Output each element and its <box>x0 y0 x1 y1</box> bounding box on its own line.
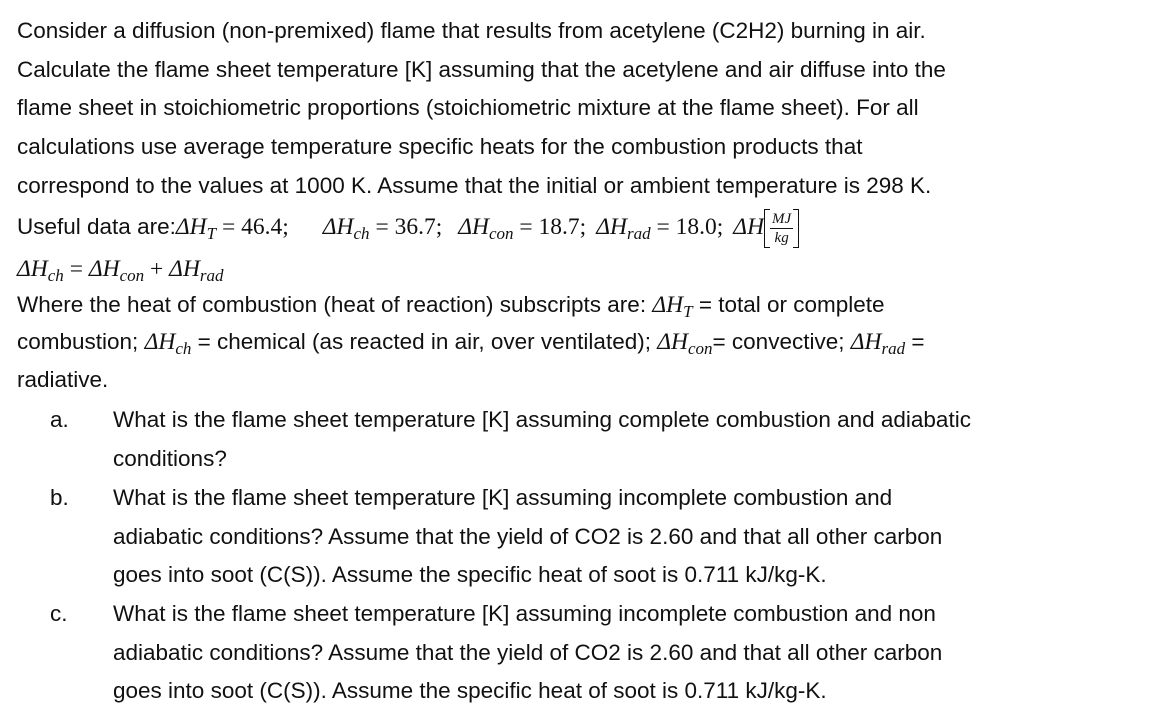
question-line: What is the flame sheet temperature [K] assuming incomplete combustion and <box>113 484 893 510</box>
delta-h-convective: $\Delta H_{con} = 18.7$; <box>458 214 587 244</box>
delta-h-unit-symbol: ΔH <box>733 214 765 241</box>
question-line: goes into soot (C(S)). Assume the specific heat of soot is 0.711 kJ/kg-K. <box>113 562 827 588</box>
question-list <box>17 401 1157 711</box>
definition-line: combustion; $\Delta H_{ch}$ = chemical (as reacted in air, over ventilated); $\Delta H_{con}=$ convective; $\Delta H_{rad}$ = <box>17 329 925 359</box>
subscript-definitions <box>17 287 1157 399</box>
unit-fraction <box>770 211 793 246</box>
delta-h-radiative: $\Delta H_{rad} = 18.0$; <box>596 214 724 244</box>
list-marker: a. <box>50 407 69 433</box>
paragraph-line: calculations use average temperature specific heats for the combustion products that <box>17 134 863 160</box>
question-line: What is the flame sheet temperature [K] assuming complete combustion and adiabatic <box>113 407 971 433</box>
list-marker: b. <box>50 484 69 510</box>
paragraph-line: flame sheet in stoichiometric proportions (stoichiometric mixture at the flame sheet). For all <box>17 95 919 121</box>
unit-denominator: kg <box>774 230 789 246</box>
useful-data-label: Useful data are: <box>17 214 176 240</box>
delta-h-chemical: $\Delta H_{ch} = 36.7$; <box>322 214 443 244</box>
paragraph-line: Consider a diffusion (non-premixed) flame that results from acetylene (C2H2) burning in air. <box>17 18 926 43</box>
definition-line: radiative. <box>17 367 109 393</box>
paragraph-line: correspond to the values at 1000 K. Assume that the initial or ambient temperature is 298 K. <box>17 172 932 198</box>
question-item-a <box>17 401 1157 478</box>
question-line: adiabatic conditions? Assume that the yield of CO2 is 2.60 and that all other carbon <box>113 523 943 549</box>
document <box>17 12 1157 711</box>
question-item-c <box>17 595 1157 711</box>
list-marker: c. <box>50 600 68 626</box>
heat-relation-formula: $\Delta H_{ch} = \Delta H_{con} + \Delta H_{rad}$ <box>17 256 224 286</box>
intro-paragraph <box>17 12 1157 205</box>
question-item-b <box>17 479 1157 595</box>
question-line: adiabatic conditions? Assume that the yield of CO2 is 2.60 and that all other carbon <box>113 639 943 665</box>
unit-numerator: MJ <box>772 211 792 227</box>
delta-h-total: $\Delta H_T = 46.4$; <box>175 214 289 244</box>
question-line: goes into soot (C(S)). Assume the specific heat of soot is 0.711 kJ/kg-K. <box>113 678 827 704</box>
question-line: conditions? <box>113 446 227 472</box>
paragraph-line: Calculate the flame sheet temperature [K] assuming that the acetylene and air diffuse into the <box>17 56 946 82</box>
useful-data-line <box>17 205 1157 249</box>
question-line: What is the flame sheet temperature [K] assuming incomplete combustion and non <box>113 600 936 626</box>
definition-line: Where the heat of combustion (heat of reaction) subscripts are: $\Delta H_T$ = total or complete <box>17 292 885 322</box>
